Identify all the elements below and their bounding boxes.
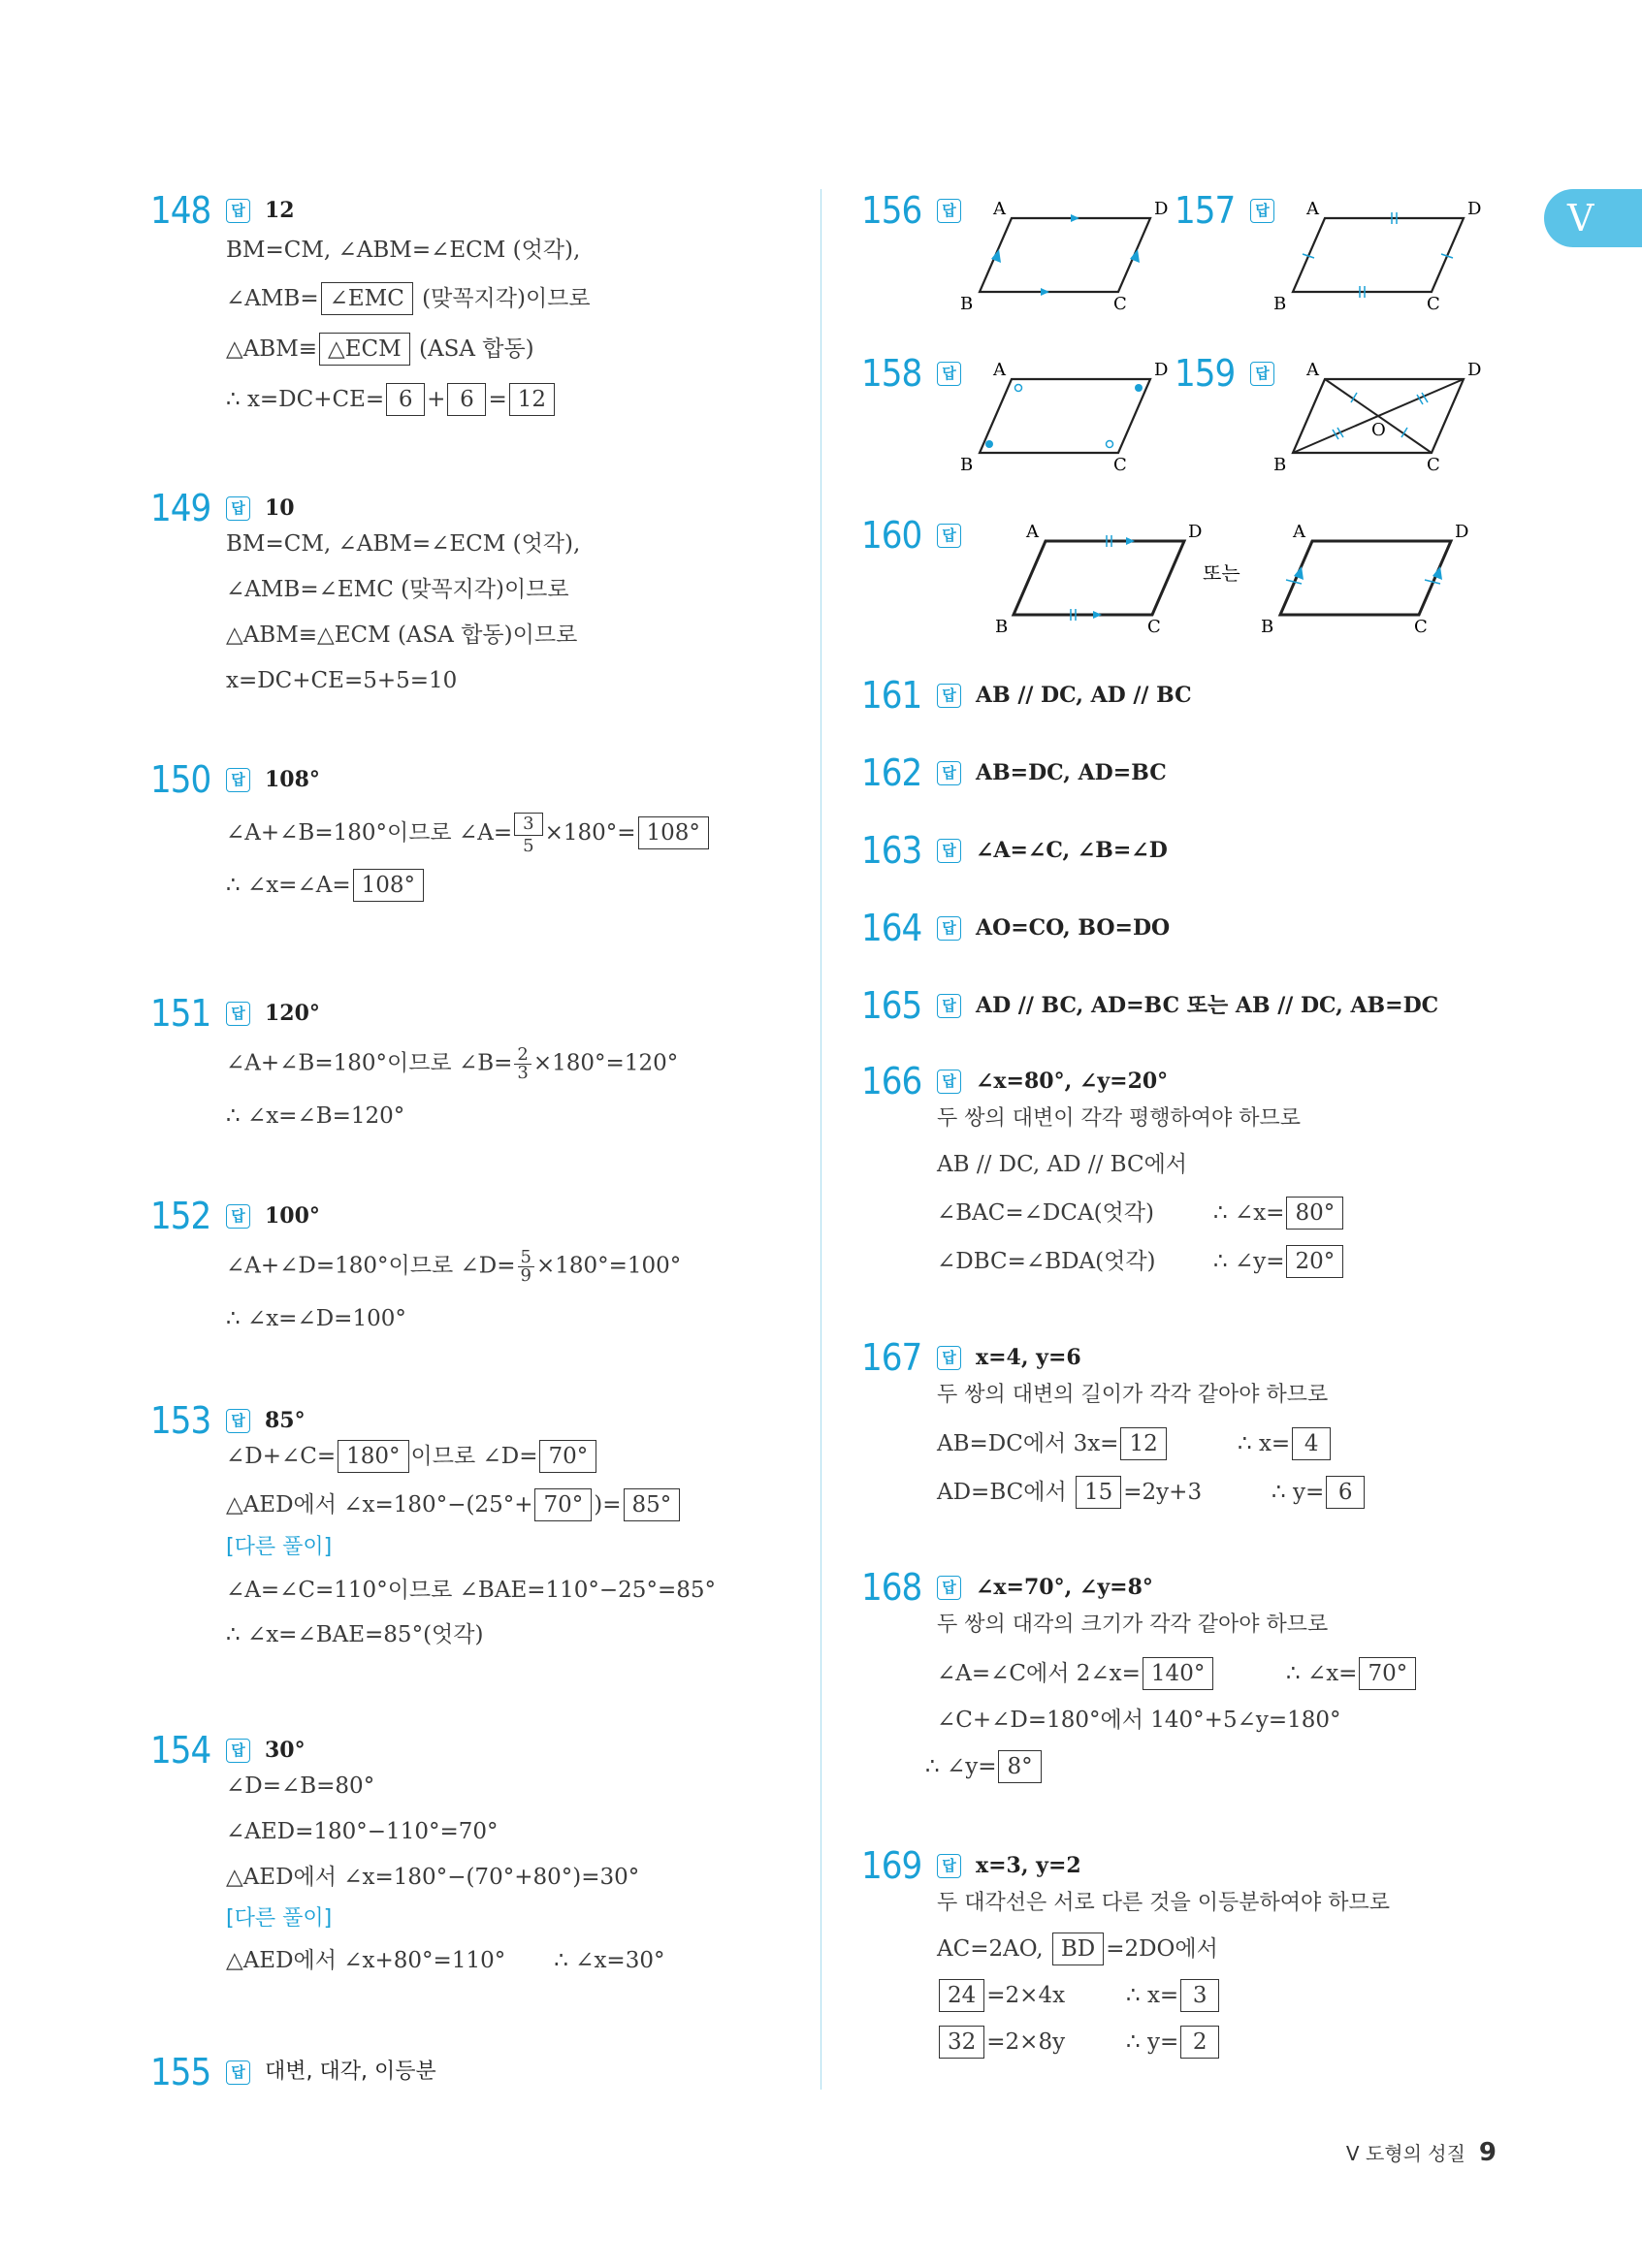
- blank-box: 80°: [1286, 1197, 1343, 1230]
- solution-line: ∠AED=180°−110°=70°: [226, 1819, 499, 1844]
- svg-text:C: C: [1427, 294, 1440, 314]
- parallelogram-equal-sides-figure: [1272, 189, 1495, 315]
- problem-number: 162: [861, 751, 922, 794]
- blank-box: 70°: [534, 1488, 592, 1521]
- blank-box: ∠EMC: [321, 282, 413, 315]
- problem-number: 154: [150, 1729, 211, 1772]
- answer: ∠A=∠C, ∠B=∠D: [976, 838, 1168, 863]
- answer-badge: 답: [226, 1002, 250, 1026]
- svg-text:B: B: [960, 455, 974, 475]
- svg-text:A: A: [993, 360, 1006, 380]
- solution-line: ∴ ∠x=∠BAE=85°(엇각): [226, 1622, 484, 1647]
- answer: x=4, y=6: [976, 1345, 1081, 1370]
- answer-badge: 답: [226, 199, 250, 223]
- solution-line: x=DC+CE=5+5=10: [226, 668, 458, 693]
- problem-number: 161: [861, 674, 922, 717]
- svg-text:A: A: [1026, 522, 1039, 542]
- blank-box: 24: [939, 1979, 984, 2012]
- problem-number: 163: [861, 829, 922, 872]
- answer: AB=DC, AD=BC: [976, 760, 1167, 785]
- problem-number: 149: [150, 487, 211, 529]
- solution-line: △AED에서 ∠x=180°−(70°+80°)=30°: [226, 1865, 640, 1890]
- answer-badge: 답: [937, 1070, 961, 1094]
- answer-badge: 답: [226, 2060, 250, 2085]
- svg-text:또는: 또는: [1203, 561, 1240, 585]
- answer-badge: 답: [1250, 199, 1274, 223]
- problem-number: 155: [150, 2051, 211, 2093]
- problem-number: 156: [861, 189, 922, 232]
- svg-text:B: B: [960, 294, 974, 314]
- parallelogram-diagonals-figure: [1272, 352, 1495, 478]
- svg-text:B: B: [995, 617, 1009, 637]
- answer-badge: 답: [937, 1346, 961, 1370]
- blank-box: 12: [509, 383, 555, 416]
- blank-box: 4: [1292, 1427, 1331, 1460]
- solution-line: ∠A=∠C=110°이므로 ∠BAE=110°−25°=85°: [226, 1578, 716, 1603]
- answer-badge: 답: [937, 199, 961, 223]
- parallelogram-equal-angles-figure: [958, 352, 1181, 478]
- answer-badge: 답: [937, 362, 961, 386]
- fraction: $\frac{5}{9}$: [518, 1249, 534, 1285]
- solution-line: 두 쌍의 대변의 길이가 각각 같아야 하므로: [937, 1383, 1329, 1407]
- svg-text:A: A: [1306, 199, 1319, 219]
- problem-number: 157: [1175, 189, 1236, 232]
- svg-text:B: B: [1273, 455, 1287, 475]
- svg-text:O: O: [1371, 420, 1386, 440]
- blank-box: 180°: [338, 1440, 408, 1473]
- answer: AO=CO, BO=DO: [976, 915, 1171, 941]
- other-solution-label: [다른 풀이]: [226, 1906, 333, 1931]
- page-number: 9: [1478, 2138, 1497, 2167]
- answer: 100°: [265, 1203, 320, 1229]
- svg-text:B: B: [1261, 617, 1274, 637]
- solution-line: 두 쌍의 대각의 크기가 각각 같아야 하므로: [937, 1613, 1329, 1637]
- problem-number: 153: [150, 1399, 211, 1442]
- parallelogram-one-pair-figure: [987, 514, 1501, 640]
- problem-number: 167: [861, 1336, 922, 1379]
- solution-line: △ABM≡△ECM (ASA 합동)이므로: [226, 623, 578, 648]
- answer: 10: [265, 495, 295, 521]
- problem-number: 151: [150, 992, 211, 1035]
- svg-text:B: B: [1273, 294, 1287, 314]
- blank-box: BD: [1052, 1933, 1104, 1965]
- answer-badge: 답: [226, 1204, 250, 1229]
- other-solution-label: [다른 풀이]: [226, 1535, 333, 1559]
- blank-box: 108°: [638, 816, 709, 849]
- svg-text:C: C: [1427, 455, 1440, 475]
- blank-box: 108°: [353, 869, 424, 902]
- svg-text:A: A: [993, 199, 1006, 219]
- blank-box: 140°: [1143, 1657, 1213, 1690]
- fraction: $\frac{2}{3}$: [514, 1046, 531, 1082]
- blank-box: 32: [939, 2026, 984, 2059]
- svg-text:D: D: [1455, 522, 1469, 542]
- blank-box: △ECM: [319, 333, 410, 366]
- blank-box: 12: [1120, 1427, 1166, 1460]
- problem-number: 165: [861, 984, 922, 1027]
- answer: ∠x=80°, ∠y=20°: [976, 1069, 1169, 1094]
- page-footer: [1346, 2138, 1497, 2167]
- answer-badge: 답: [226, 1739, 250, 1763]
- answer-badge: 답: [937, 839, 961, 863]
- solution-line: ∠C+∠D=180°에서 140°+5∠y=180°: [937, 1708, 1341, 1733]
- solution-line: ∴ ∠x=∠B=120°: [226, 1103, 405, 1129]
- blank-box: 15: [1076, 1476, 1121, 1509]
- answer-badge: 답: [937, 994, 961, 1018]
- answer: 30°: [265, 1738, 306, 1763]
- svg-text:A: A: [1306, 360, 1319, 380]
- solution-line: BM=CM, ∠ABM=∠ECM (엇각),: [226, 238, 581, 263]
- blank-box: 20°: [1286, 1245, 1343, 1278]
- svg-text:D: D: [1467, 360, 1482, 380]
- problem-number: 160: [861, 514, 922, 557]
- problem-number: 164: [861, 907, 922, 949]
- problem-number: 152: [150, 1195, 211, 1237]
- svg-text:A: A: [1293, 522, 1305, 542]
- blank-box: 8°: [998, 1750, 1041, 1783]
- svg-text:C: C: [1147, 617, 1161, 637]
- solution-line: 두 대각선은 서로 다른 것을 이등분하여야 하므로: [937, 1891, 1391, 1915]
- blank-box: 70°: [1359, 1657, 1416, 1690]
- svg-text:C: C: [1113, 294, 1127, 314]
- blank-box: 3: [1180, 1979, 1219, 2012]
- blank-box: 85°: [624, 1488, 681, 1521]
- solution-line: ∠AMB=∠EMC (맞꼭지각)이므로: [226, 577, 569, 602]
- solution-line: BM=CM, ∠ABM=∠ECM (엇각),: [226, 531, 581, 557]
- svg-text:C: C: [1113, 455, 1127, 475]
- solution-line: AB // DC, AD // BC에서: [937, 1152, 1188, 1177]
- svg-text:D: D: [1154, 199, 1169, 219]
- answer: 120°: [265, 1001, 320, 1026]
- problem-number: 166: [861, 1060, 922, 1102]
- answer: 12: [265, 198, 295, 223]
- svg-text:C: C: [1414, 617, 1428, 637]
- answer-badge: 답: [937, 684, 961, 708]
- answer: AB // DC, AD // BC: [976, 683, 1192, 708]
- blank-box: 6: [1326, 1476, 1365, 1509]
- answer: 108°: [265, 767, 320, 792]
- blank-box: 70°: [539, 1440, 596, 1473]
- answer: AD // BC, AD=BC 또는 AB // DC, AB=DC: [976, 993, 1439, 1018]
- problem-number: 168: [861, 1566, 922, 1609]
- answer-badge: 답: [937, 1854, 961, 1878]
- fraction: $\frac{3}{5}$: [514, 813, 542, 855]
- chapter-title: V 도형의 성질: [1345, 2142, 1465, 2165]
- problem-number: 159: [1175, 352, 1236, 395]
- problem-number: 158: [861, 352, 922, 395]
- answer-badge: 답: [937, 524, 961, 548]
- blank-box: 6: [447, 383, 486, 416]
- parallelogram-parallel-arrows-figure: [958, 189, 1181, 315]
- solution-line: 두 쌍의 대변이 각각 평행하여야 하므로: [937, 1106, 1301, 1131]
- answer: 대변, 대각, 이등분: [265, 2060, 436, 2084]
- answer-badge: 답: [226, 496, 250, 521]
- answer: 85°: [265, 1408, 306, 1433]
- svg-text:D: D: [1467, 199, 1482, 219]
- solution-line: ∴ ∠x=∠D=100°: [226, 1306, 406, 1331]
- problem-number: 150: [150, 758, 211, 801]
- answer-badge: 답: [937, 761, 961, 785]
- solution-line: ∠D=∠B=80°: [226, 1773, 375, 1799]
- answer: x=3, y=2: [976, 1853, 1081, 1878]
- answer-badge: 답: [226, 1409, 250, 1433]
- problem-number: 148: [150, 189, 211, 232]
- svg-text:D: D: [1188, 522, 1203, 542]
- chapter-side-tab: V: [1544, 189, 1642, 247]
- answer-badge: 답: [1250, 362, 1274, 386]
- blank-box: 2: [1180, 2026, 1219, 2059]
- answer-badge: 답: [226, 768, 250, 792]
- answer: ∠x=70°, ∠y=8°: [976, 1575, 1153, 1600]
- svg-text:D: D: [1154, 360, 1169, 380]
- blank-box: 6: [386, 383, 425, 416]
- answer-badge: 답: [937, 1576, 961, 1600]
- problem-number: 169: [861, 1844, 922, 1887]
- answer-badge: 답: [937, 916, 961, 941]
